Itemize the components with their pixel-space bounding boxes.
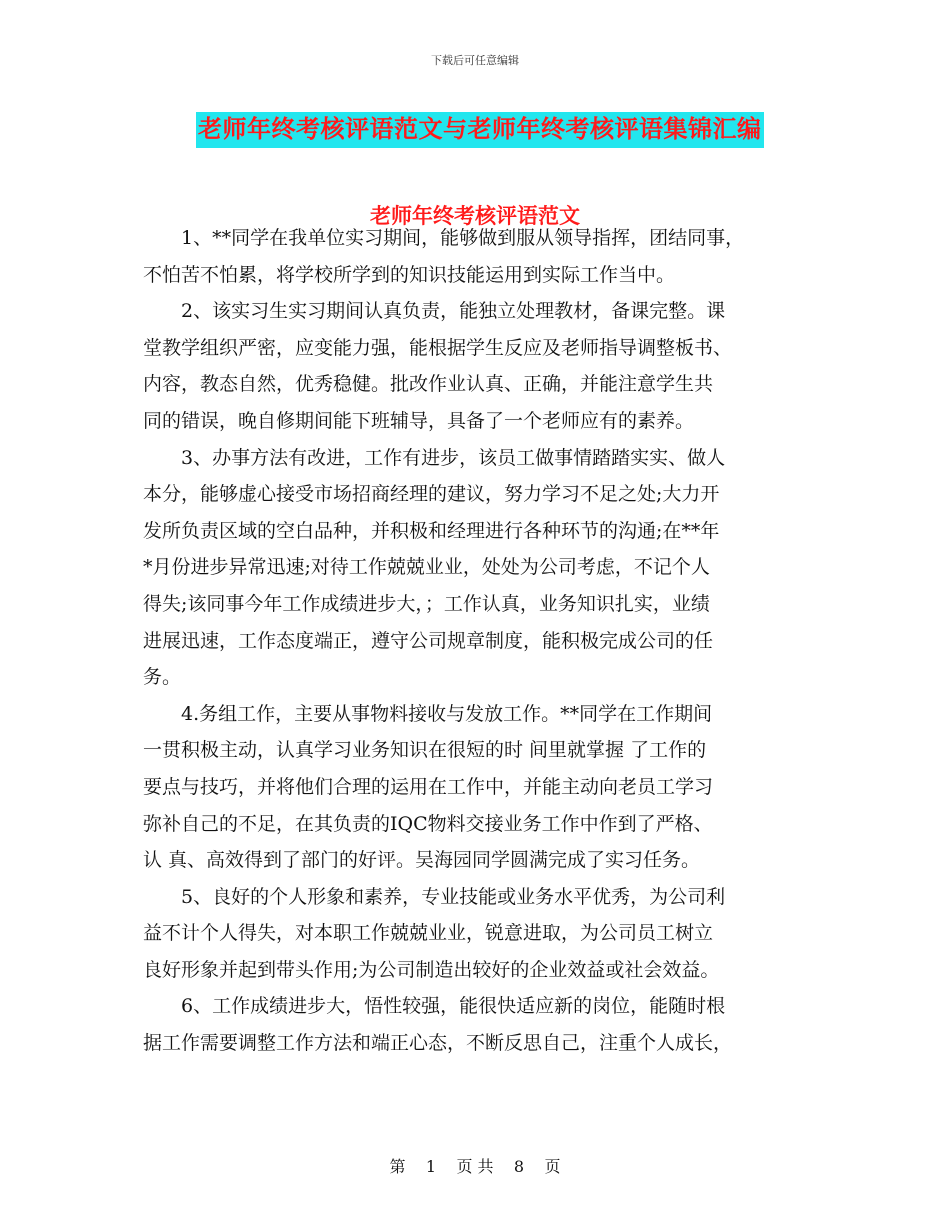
page-header-note: 下载后可任意编辑 <box>431 54 519 67</box>
paragraph-line: *月份进步异常迅速;对待工作兢兢业业，处处为公司考虑，不记个人 <box>143 556 710 579</box>
paragraph-line: 益不计个人得失，对本职工作兢兢业业，锐意进取，为公司员工树立 <box>143 922 714 945</box>
paragraph-1 <box>143 220 813 293</box>
footer-mid: 页 共 <box>456 1157 494 1176</box>
paragraph-line: 内容，教态自然，优秀稳健。批改作业认真、正确，并能注意学生共 <box>143 373 714 396</box>
paragraph-line: 弥补自己的不足，在其负责的IQC物料交接业务工作中作到了严格、 <box>143 812 713 835</box>
document-title: 老师年终考核评语范文与老师年终考核评语集锦汇编 <box>196 112 764 148</box>
paragraph-line: 不怕苦不怕累，将学校所学到的知识技能运用到实际工作当中。 <box>143 263 676 286</box>
paragraph-line: 认 真、高效得到了部门的好评。吴海园同学圆满完成了实习任务。 <box>143 849 701 872</box>
paragraph-line: 4.务组工作，主要从事物料接收与发放工作。**同学在工作期间 <box>143 702 713 725</box>
paragraph-line: 据工作需要调整工作方法和端正心态，不断反思自己，注重个人成长， <box>143 1032 733 1055</box>
paragraph-line: 3、办事方法有改进，工作有进步，该员工做事情踏踏实实、做人 <box>143 446 726 469</box>
paragraph-line: 2、该实习生实习期间认真负责，能独立处理教材，备课完整。课 <box>143 300 726 323</box>
paragraph-line: 良好形象并起到带头作用;为公司制造出较好的企业效益或社会效益。 <box>143 958 720 981</box>
section-title: 老师年终考核评语范文 <box>370 203 580 228</box>
paragraph-line: 进展迅速，工作态度端正，遵守公司规章制度，能积极完成公司的任 <box>143 629 714 652</box>
paragraph-line: 要点与技巧，并将他们合理的运用在工作中，并能主动向老员工学习 <box>143 775 714 798</box>
paragraph-line: 务。 <box>143 666 182 689</box>
paragraph-line: 5、良好的个人形象和素养，专业技能或业务水平优秀，为公司利 <box>143 885 726 908</box>
paragraph-6 <box>143 988 813 1061</box>
paragraph-line: 6、工作成绩进步大，悟性较强，能很快适应新的岗位，能随时根 <box>143 995 726 1018</box>
paragraph-5 <box>143 879 813 989</box>
paragraph-line: 本分，能够虚心接受市场招商经理的建议，努力学习不足之处;大力开 <box>143 483 720 506</box>
document-body <box>143 220 813 1062</box>
paragraph-line: 得失;该同事今年工作成绩进步大，；工作认真，业务知识扎实，业绩 <box>143 592 710 615</box>
total-pages-number: 8 <box>513 1157 525 1176</box>
paragraph-line: 一贯积极主动，认真学习业务知识在很短的时 间里就掌握 了工作的 <box>143 739 707 762</box>
paragraph-3 <box>143 440 813 696</box>
paragraph-2 <box>143 293 813 439</box>
footer-suffix: 页 <box>544 1157 561 1176</box>
paragraph-line: 同的错误，晚自修期间能下班辅导，具备了一个老师应有的素养。 <box>143 409 695 432</box>
paragraph-line: 1、**同学在我单位实习期间，能够做到服从领导指挥，团结同事， <box>143 227 745 249</box>
paragraph-4 <box>143 696 813 879</box>
current-page-number: 1 <box>425 1157 437 1176</box>
paragraph-line: 发所负责区域的空白品种，并积极和经理进行各种环节的沟通;在**年 <box>143 519 720 542</box>
footer-prefix: 第 <box>389 1157 406 1176</box>
page-footer <box>0 1154 950 1177</box>
paragraph-line: 堂教学组织严密，应变能力强，能根据学生反应及老师指导调整板书、 <box>143 336 733 359</box>
